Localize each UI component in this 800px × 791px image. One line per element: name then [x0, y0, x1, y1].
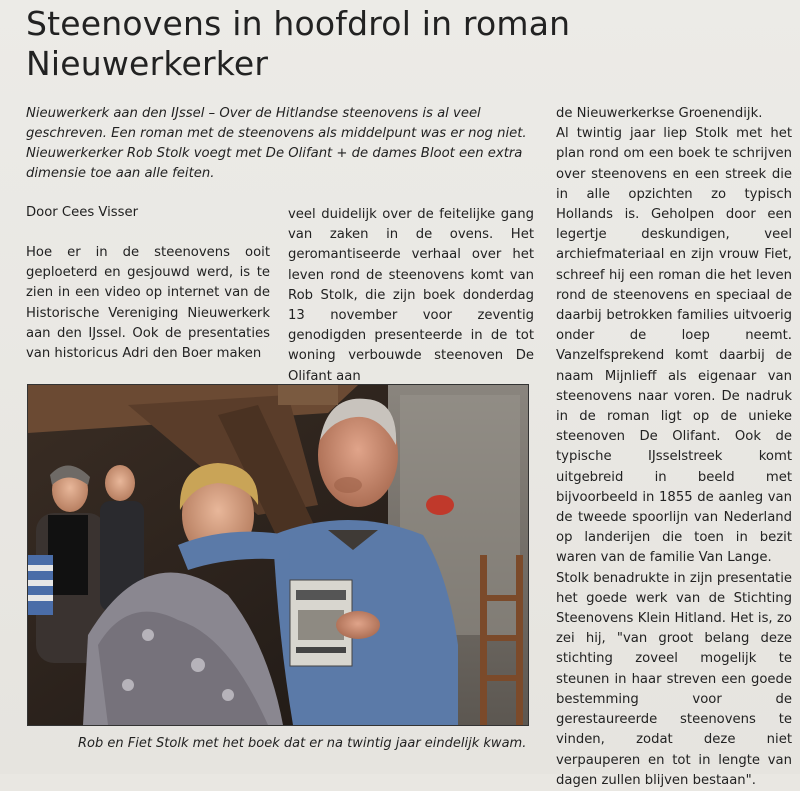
- column-3-paragraph-2: Stolk benadrukte in zijn presentatie het goede werk van de Stichting Steenovens Klein Hitland. Het is, zo zei hij, "van groot belang deze stichting zoveel mogelijk te steunen in haar streven een goede bestemming voor de gerestaureerde steenovens te vinden, zodat deze niet verpauperen en tot in lengte van dagen zullen blijven bestaan".: [556, 570, 792, 788]
- article-column-3: [556, 104, 792, 791]
- article-photo: [27, 384, 529, 726]
- column-3-paragraph-1: Al twintig jaar liep Stolk met het plan rond om een boek te schrijven over steenovens en een streek die in alle opzichten zo typisch Hollands is. Geholpen door een legertje deskundigen, veel archiefmateriaal en zijn vrouw Fiet, schreef hij een roman die het leven rond de steenovens en speciaal de daarbij betrokken families uitvoerig onder de loep neemt. Vanzelfsprekend komt daarbij de naam Mijnlieff als eigenaar van steenovens naar voren. De nadruk in de roman ligt op de unieke steenoven De Olifant. Ook de typische IJsselstreek komt uitgebreid in beeld met bijvoorbeeld in 1855 de aanleg van de tweede spoorlijn van Nederland op landerijen die toen in bezit waren van de familie Van Lange.: [556, 126, 792, 566]
- column-2-text: veel duidelijk over de feitelijke gang van zaken in de ovens. Het geromantiseerde verhaal over het leven rond de steenovens komt van Rob Stolk, die zijn boek donderdag 13 november voor zeventig genodigden presenteerde in de tot woning verbouwde steenoven De Olifant aan: [288, 207, 534, 384]
- photo-illustration: [28, 385, 528, 725]
- article-byline: Door Cees Visser: [26, 205, 139, 220]
- article-headline: Steenovens in hoofdrol in roman Nieuwerkerker: [26, 4, 571, 83]
- article-intro: Nieuwerkerk aan den IJssel – Over de Hitlandse steenovens is al veel geschreven. Een roman met de steenovens als middelpunt was er nog niet. Nieuwerkerker Rob Stolk voegt met De Olifant + de dames Bloot een extra dimensie toe aan alle feiten.: [26, 106, 527, 181]
- column-1-text: Hoe er in de steenovens ooit geploeterd en gesjouwd werd, is te zien in een video op internet van de Historische Vereniging Nieuwerkerk aan den IJssel. Ook de presentaties van historicus Adri den Boer maken: [26, 245, 270, 362]
- article-column-1: [26, 243, 270, 364]
- article-column-2: [288, 205, 534, 387]
- photo-caption: Rob en Fiet Stolk met het boek dat er na twintig jaar eindelijk kwam.: [78, 736, 527, 751]
- column-3-lead: de Nieuwerkerkse Groenendijk.: [556, 106, 763, 121]
